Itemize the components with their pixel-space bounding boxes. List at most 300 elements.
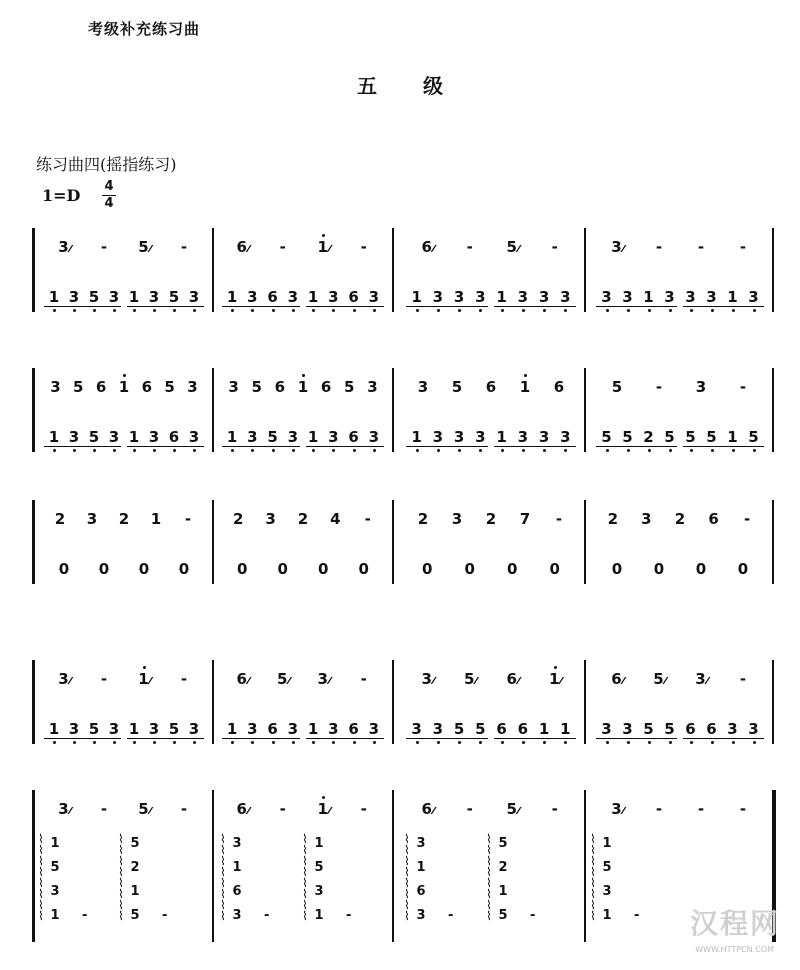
beam-underline [306,738,384,740]
upper-note: 5 [653,670,664,688]
lower-note: 3 [664,288,676,306]
octave-dot [458,449,461,452]
upper-note: - [739,378,747,396]
lower-note: 0 [277,560,288,578]
octave-dot [231,741,234,744]
lower-note: 5 [664,720,676,738]
lower-note: 5 [88,720,100,738]
upper-note: 3 [611,238,622,256]
upper-note: 5 [138,800,149,818]
octave-dot [133,309,136,312]
octave-dot [231,449,234,452]
octave-dot [669,309,672,312]
beam-underline [222,738,300,740]
beam-underline [683,446,764,448]
barline [772,228,774,312]
lower-measure [406,284,576,306]
arpeggio-mark: ⌇ ⌇ ⌇ ⌇ ⌇ ⌇ ⌇ ⌇ [302,832,308,923]
beam-underline [44,306,121,308]
octave-dot [522,741,525,744]
octave-dot [292,449,295,452]
lower-note: 3 [474,288,486,306]
lower-note: 3 [559,428,571,446]
octave-dot [543,449,546,452]
upper-measure [596,506,764,528]
upper-note: 3 [58,670,69,688]
lower-measure [44,556,204,578]
lower-note: 0 [611,560,623,578]
upper-note: 3 [58,800,69,818]
octave-dot [458,309,461,312]
upper-note: - [697,238,705,256]
octave-dot [753,309,756,312]
upper-note: 1 [150,510,162,528]
lower-note: 3 [453,288,465,306]
beam-underline [683,306,764,308]
chord-stack: 5 2 1 5 [130,836,140,923]
lower-note: 3 [432,288,444,306]
chord-rest: - [346,908,352,923]
lower-measure [222,424,384,446]
upper-note: 3 [187,378,198,396]
upper-note: - [551,238,558,256]
lower-note: 6 [267,720,279,738]
lower-note: 3 [327,720,339,738]
octave-dot [479,449,482,452]
upper-note: 3 [641,510,652,528]
upper-note: 3 [265,510,276,528]
lower-note: 5 [622,428,634,446]
upper-note: 5 [344,378,355,396]
octave-dot [173,309,176,312]
octave-dot [53,309,56,312]
upper-note: 1 [118,378,130,396]
upper-note: 3 [695,670,706,688]
beam-underline [127,446,204,448]
upper-measure [222,666,384,688]
upper-note: 2 [607,510,619,528]
time-sig-top: 4 [104,179,114,194]
watermark: 汉程网 [689,907,780,940]
lower-note: 1 [307,720,319,738]
lower-note: 6 [348,720,360,738]
barline [392,368,394,452]
octave-dot [302,374,305,377]
upper-note: - [555,510,563,528]
lower-note: 3 [246,428,258,446]
lower-note: 0 [549,560,560,578]
lower-note: 6 [348,428,360,446]
barline [212,368,214,452]
octave-dot [133,449,136,452]
lower-note: 3 [68,288,80,306]
upper-note: 6 [708,510,719,528]
octave-dot [332,741,335,744]
lower-note: 0 [178,560,190,578]
upper-measure [406,374,576,396]
beam-underline [494,446,576,448]
upper-note: 6 [95,378,107,396]
octave-dot [522,309,525,312]
octave-dot [173,449,176,452]
upper-note: - [364,510,371,528]
octave-dot [437,449,440,452]
lower-note: 3 [108,428,120,446]
upper-measure [406,796,576,818]
upper-note: 5 [73,378,84,396]
octave-dot [373,741,376,744]
lower-note: 3 [148,720,160,738]
lower-note: 1 [307,288,319,306]
lower-measure [44,424,204,446]
octave-dot [93,309,96,312]
upper-note: - [466,800,473,818]
upper-note: 3 [317,670,328,688]
lower-note: 1 [411,288,423,306]
lower-note: 3 [287,720,299,738]
octave-dot [193,449,196,452]
upper-note: - [655,800,663,818]
octave-dot [564,449,567,452]
lower-note: 3 [188,720,200,738]
upper-note: - [744,510,751,528]
octave-dot [113,309,116,312]
lower-note: 3 [368,288,380,306]
chord-rest: - [264,908,270,923]
octave-dot [606,449,609,452]
beam-underline [494,738,576,740]
upper-note: 6 [320,378,332,396]
barline [584,368,586,452]
octave-dot [153,309,156,312]
system-brace [32,660,41,744]
beam-underline [222,306,300,308]
lower-note: 0 [358,560,369,578]
lower-note: 2 [643,428,655,446]
time-signature [102,180,116,211]
upper-note: 3 [367,378,378,396]
upper-note: - [697,800,705,818]
octave-dot [564,309,567,312]
lower-note: 3 [411,720,423,738]
lower-note: 3 [748,288,760,306]
octave-dot [501,741,504,744]
lower-measure [222,556,384,578]
lower-note: 5 [168,720,180,738]
upper-note: 2 [54,510,66,528]
upper-note: 5 [164,378,175,396]
page-title: 五级 [357,74,489,98]
upper-note: 3 [228,378,239,396]
system-brace [32,500,41,584]
beam-underline [127,738,204,740]
lower-note: 1 [411,428,423,446]
octave-dot [690,741,693,744]
upper-measure [222,374,384,396]
octave-dot [332,309,335,312]
upper-note: 6 [421,238,432,256]
upper-note: 5 [277,670,288,688]
lower-note: 1 [226,720,238,738]
lower-note: 6 [517,720,529,738]
upper-note: 2 [297,510,309,528]
octave-dot [113,449,116,452]
beam-underline [596,306,677,308]
octave-dot [322,796,325,799]
barline [772,368,774,452]
chord-rest: - [530,908,536,923]
upper-note: 6 [236,670,247,688]
lower-measure [406,716,576,738]
score-system [0,368,800,460]
lower-note: 3 [108,720,120,738]
lower-note: 6 [496,720,508,738]
lower-note: 6 [706,720,718,738]
octave-dot [416,309,419,312]
lower-measure [596,556,764,578]
octave-dot [564,741,567,744]
arpeggio-mark: ⌇ ⌇ ⌇ ⌇ ⌇ ⌇ ⌇ ⌇ [118,832,124,923]
octave-dot [231,309,234,312]
lower-note: 3 [368,428,380,446]
chord-rest: - [162,908,168,923]
upper-note: - [466,238,473,256]
chord-rest: - [634,908,640,923]
upper-note: 6 [236,800,247,818]
beam-underline [596,446,677,448]
octave-dot [648,741,651,744]
octave-dot [543,309,546,312]
system-brace [32,368,41,452]
lower-note: 5 [748,428,760,446]
lower-note: 3 [601,288,613,306]
barline [212,660,214,744]
octave-dot [292,309,295,312]
lower-note: 1 [538,720,550,738]
lower-measure [222,284,384,306]
lower-note: 3 [601,720,613,738]
lower-note: 3 [474,428,486,446]
upper-note: 3 [86,510,98,528]
upper-measure [44,666,204,688]
octave-dot [543,741,546,744]
barline [392,500,394,584]
octave-dot [251,309,254,312]
octave-dot [312,309,315,312]
upper-note: - [279,238,286,256]
upper-measure [596,796,764,818]
lower-note: 1 [226,428,238,446]
time-sig-bottom: 4 [104,196,114,211]
lower-note: 1 [128,288,140,306]
octave-dot [53,449,56,452]
chord-stack: 1 5 3 1 [50,836,60,923]
lower-note: 5 [453,720,465,738]
octave-dot [251,449,254,452]
octave-dot [711,741,714,744]
chord-stack: 1 5 3 1 [602,836,612,923]
upper-note: 6 [141,378,153,396]
octave-dot [627,449,630,452]
upper-note: 5 [464,670,475,688]
lower-note: 1 [727,428,739,446]
upper-note: - [739,238,747,256]
barline [212,228,214,312]
barline [212,790,214,942]
beam-underline [406,306,488,308]
lower-note: 5 [267,428,279,446]
upper-note: 3 [695,378,707,396]
upper-measure [44,796,204,818]
upper-note: 3 [50,378,61,396]
upper-note: 3 [421,670,432,688]
upper-measure [406,666,576,688]
lower-note: 3 [246,720,258,738]
upper-measure [222,796,384,818]
octave-dot [113,741,116,744]
octave-dot [272,741,275,744]
upper-note: - [360,800,367,818]
upper-note: 6 [611,670,622,688]
upper-measure [44,506,204,528]
lower-note: 6 [267,288,279,306]
lower-note: 0 [737,560,749,578]
octave-dot [690,309,693,312]
octave-dot [373,309,376,312]
upper-note: 3 [451,510,463,528]
octave-dot [93,449,96,452]
lower-note: 1 [128,720,140,738]
upper-note: 3 [611,800,622,818]
lower-note: 3 [108,288,120,306]
lower-note: 3 [188,428,200,446]
lower-note: 1 [48,288,60,306]
upper-note: 4 [330,510,341,528]
upper-note: 1 [138,670,150,688]
arpeggio-mark: ⌇ ⌇ ⌇ ⌇ ⌇ ⌇ ⌇ ⌇ [38,832,44,923]
octave-dot [732,741,735,744]
beam-underline [406,738,488,740]
beam-underline [406,446,488,448]
barline [584,228,586,312]
lower-note: 1 [727,288,739,306]
chord-stack: 5 2 1 5 [498,836,508,923]
upper-note: - [551,800,558,818]
header-note: 考级补充练习曲 [88,20,201,38]
arpeggio-mark: ⌇ ⌇ ⌇ ⌇ ⌇ ⌇ ⌇ ⌇ [590,832,596,923]
lower-note: 0 [58,560,70,578]
upper-measure [222,234,384,256]
lower-note: 1 [643,288,655,306]
octave-dot [437,309,440,312]
key-signature: 1=D [42,186,81,205]
upper-measure [406,506,576,528]
octave-dot [437,741,440,744]
octave-dot [251,741,254,744]
octave-dot [554,666,557,669]
lower-note: 3 [727,720,739,738]
octave-dot [627,309,630,312]
upper-note: 6 [274,378,286,396]
upper-note: 1 [519,378,531,396]
lower-note: 1 [128,428,140,446]
upper-note: - [655,378,663,396]
upper-note: - [180,800,188,818]
score-system [0,228,800,320]
chord-stack: 1 5 3 1 [314,836,324,923]
upper-note: - [360,238,367,256]
lower-note: 3 [327,428,339,446]
lower-note: 1 [307,428,319,446]
lower-note: 3 [432,720,444,738]
octave-dot [711,449,714,452]
beam-underline [306,306,384,308]
lower-note: 0 [318,560,329,578]
upper-note: 6 [421,800,432,818]
lower-note: 0 [507,560,518,578]
upper-note: 1 [549,670,561,688]
upper-note: 6 [485,378,497,396]
octave-dot [143,666,146,669]
upper-note: - [739,800,747,818]
upper-measure [44,234,204,256]
octave-dot [332,449,335,452]
lower-note: 5 [685,428,697,446]
lower-note: 1 [496,288,508,306]
upper-note: - [100,670,108,688]
arpeggio-mark: ⌇ ⌇ ⌇ ⌇ ⌇ ⌇ ⌇ ⌇ [220,832,226,923]
octave-dot [153,449,156,452]
lower-note: 3 [287,288,299,306]
upper-measure [406,234,576,256]
upper-note: 2 [674,510,686,528]
lower-note: 3 [246,288,258,306]
octave-dot [479,741,482,744]
upper-note: 6 [553,378,565,396]
barline [584,660,586,744]
score-system [0,500,800,592]
arpeggio-mark: ⌇ ⌇ ⌇ ⌇ ⌇ ⌇ ⌇ ⌇ [486,832,492,923]
barline [212,500,214,584]
lower-note: 5 [88,428,100,446]
lower-measure [406,556,576,578]
octave-dot [416,741,419,744]
upper-note: 1 [317,238,329,256]
lower-note: 3 [517,428,529,446]
lower-note: 5 [601,428,613,446]
beam-underline [44,446,121,448]
octave-dot [524,374,527,377]
upper-note: 5 [251,378,262,396]
octave-dot [193,741,196,744]
octave-dot [732,309,735,312]
lower-note: 0 [98,560,110,578]
octave-dot [711,309,714,312]
octave-dot [53,741,56,744]
barline [584,790,586,942]
upper-note: - [180,670,188,688]
beam-underline [127,306,204,308]
octave-dot [479,309,482,312]
lower-note: 3 [453,428,465,446]
upper-note: 5 [506,238,517,256]
lower-note: 3 [148,288,160,306]
octave-dot [416,449,419,452]
octave-dot [669,449,672,452]
chord-stack: 3 1 6 3 [232,836,242,923]
octave-dot [690,449,693,452]
lower-measure [596,716,764,738]
